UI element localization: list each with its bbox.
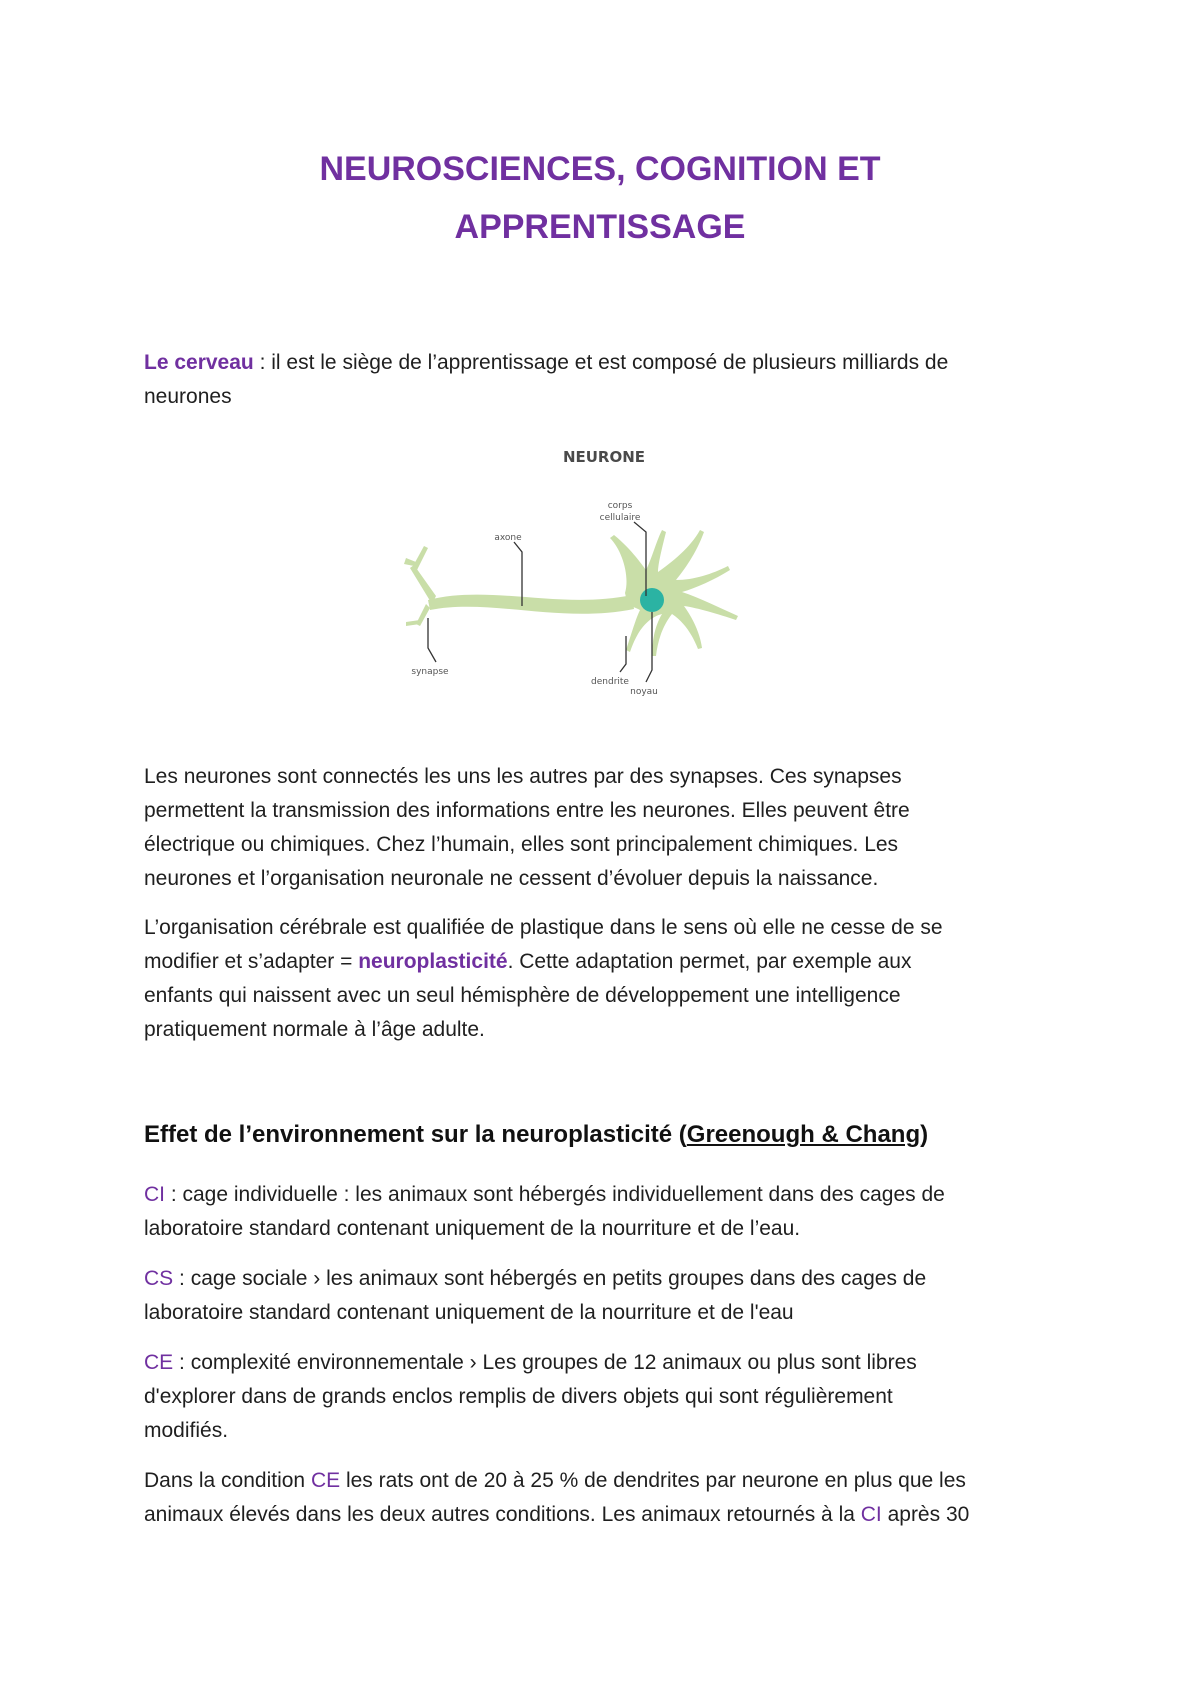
paragraph-results (144, 1464, 1064, 1532)
section-heading (144, 1118, 1084, 1152)
condition-line-2: d'explorer dans de grands enclos remplis de divers objets qui sont régulièrement (144, 1385, 893, 1408)
p3-ce-code: CE (310, 1469, 341, 1492)
figure-title: NEURONE (562, 448, 646, 466)
title-line-1: NEUROSCIENCES, COGNITION ET (319, 150, 881, 188)
label-noyau: noyau (630, 687, 658, 697)
label-cellulaire: cellulaire (599, 513, 641, 523)
condition-code: CE (144, 1351, 174, 1374)
document-title (0, 140, 1200, 256)
neuron-figure (400, 438, 800, 728)
condition-line-1: : complexité environnementale › Les groupes de 12 animaux ou plus sont libres (173, 1351, 917, 1374)
condition-cs (144, 1262, 1064, 1330)
intro-paragraph (144, 346, 1064, 414)
p2-line-1: L’organisation cérébrale est qualifiée de plastique dans le sens où elle ne cesse de se (144, 916, 943, 939)
axon-shape (428, 595, 634, 614)
condition-line-1: : cage individuelle : les animaux sont hébergés individuellement dans des cages de (165, 1183, 945, 1206)
paragraph-synapses (144, 760, 1064, 896)
synapse-leader (428, 618, 436, 662)
intro-text-1: : il est le siège de l’apprentissage et est composé de plusieurs milliards de (253, 351, 949, 374)
condition-line-1: : cage sociale › les animaux sont hébergés en petits groupes dans des cages de (173, 1267, 927, 1290)
intro-text-2: neurones (144, 385, 232, 408)
p1-line-2: permettent la transmission des informations entre les neurones. Elles peuvent être (144, 799, 910, 822)
terminal-branch (410, 565, 436, 604)
title-line-2: APPRENTISSAGE (454, 208, 746, 246)
p3-text-4: après 30 (881, 1503, 970, 1526)
terminal-branch (406, 620, 420, 626)
p1-line-1: Les neurones sont connectés les uns les autres par des synapses. Ces synapses (144, 765, 902, 788)
terminal-branch (412, 546, 428, 570)
nucleus-shape (640, 588, 664, 612)
condition-line-3: modifiés. (144, 1419, 229, 1442)
section-heading-text: Effet de l’environnement sur la neuroplasticité ( (144, 1121, 687, 1148)
p3-ci-code: CI (860, 1503, 882, 1526)
condition-code: CS (144, 1267, 174, 1290)
p3-text-2: les rats ont de 20 à 25 % de dendrites par neurone en plus que les (340, 1469, 966, 1492)
paragraph-plasticity (144, 911, 1064, 1047)
p1-line-3: électrique ou chimiques. Chez l’humain, elles sont principalement chimiques. Les (144, 833, 899, 856)
label-synapse: synapse (411, 667, 449, 677)
label-corps: corps (607, 501, 633, 511)
p3-text-1: Dans la condition (144, 1469, 311, 1492)
p2-line-2a: modifier et s’adapter = (144, 950, 359, 973)
neuron-cell-shape (404, 530, 738, 656)
section-heading-reference: Greenough & Chang (686, 1121, 921, 1148)
label-axone: axone (494, 533, 522, 543)
condition-code: CI (144, 1183, 165, 1206)
neuroplasticity-term: neuroplasticité (358, 950, 508, 973)
condition-ce (144, 1346, 1064, 1448)
label-dendrite: dendrite (591, 677, 629, 687)
p2-line-3: enfants qui naissent avec un seul hémisphère de développement une intelligence (144, 984, 901, 1007)
neuron-diagram (400, 438, 800, 728)
dendrite-leader (620, 636, 626, 672)
p3-text-3: animaux élevés dans les deux autres conditions. Les animaux retournés à la (144, 1503, 861, 1526)
cell-body-shape (610, 530, 738, 656)
condition-line-2: laboratoire standard contenant uniquement de la nourriture et de l’eau. (144, 1217, 801, 1240)
condition-line-2: laboratoire standard contenant uniquement de la nourriture et de l'eau (144, 1301, 794, 1324)
intro-term: Le cerveau (144, 351, 254, 374)
p2-line-2b: . Cette adaptation permet, par exemple aux (507, 950, 912, 973)
p2-line-4: pratiquement normale à l’âge adulte. (144, 1018, 485, 1041)
condition-ci (144, 1178, 1064, 1246)
section-heading-end: ) (920, 1121, 929, 1148)
p1-line-4: neurones et l’organisation neuronale ne cessent d’évoluer depuis la naissance. (144, 867, 879, 890)
